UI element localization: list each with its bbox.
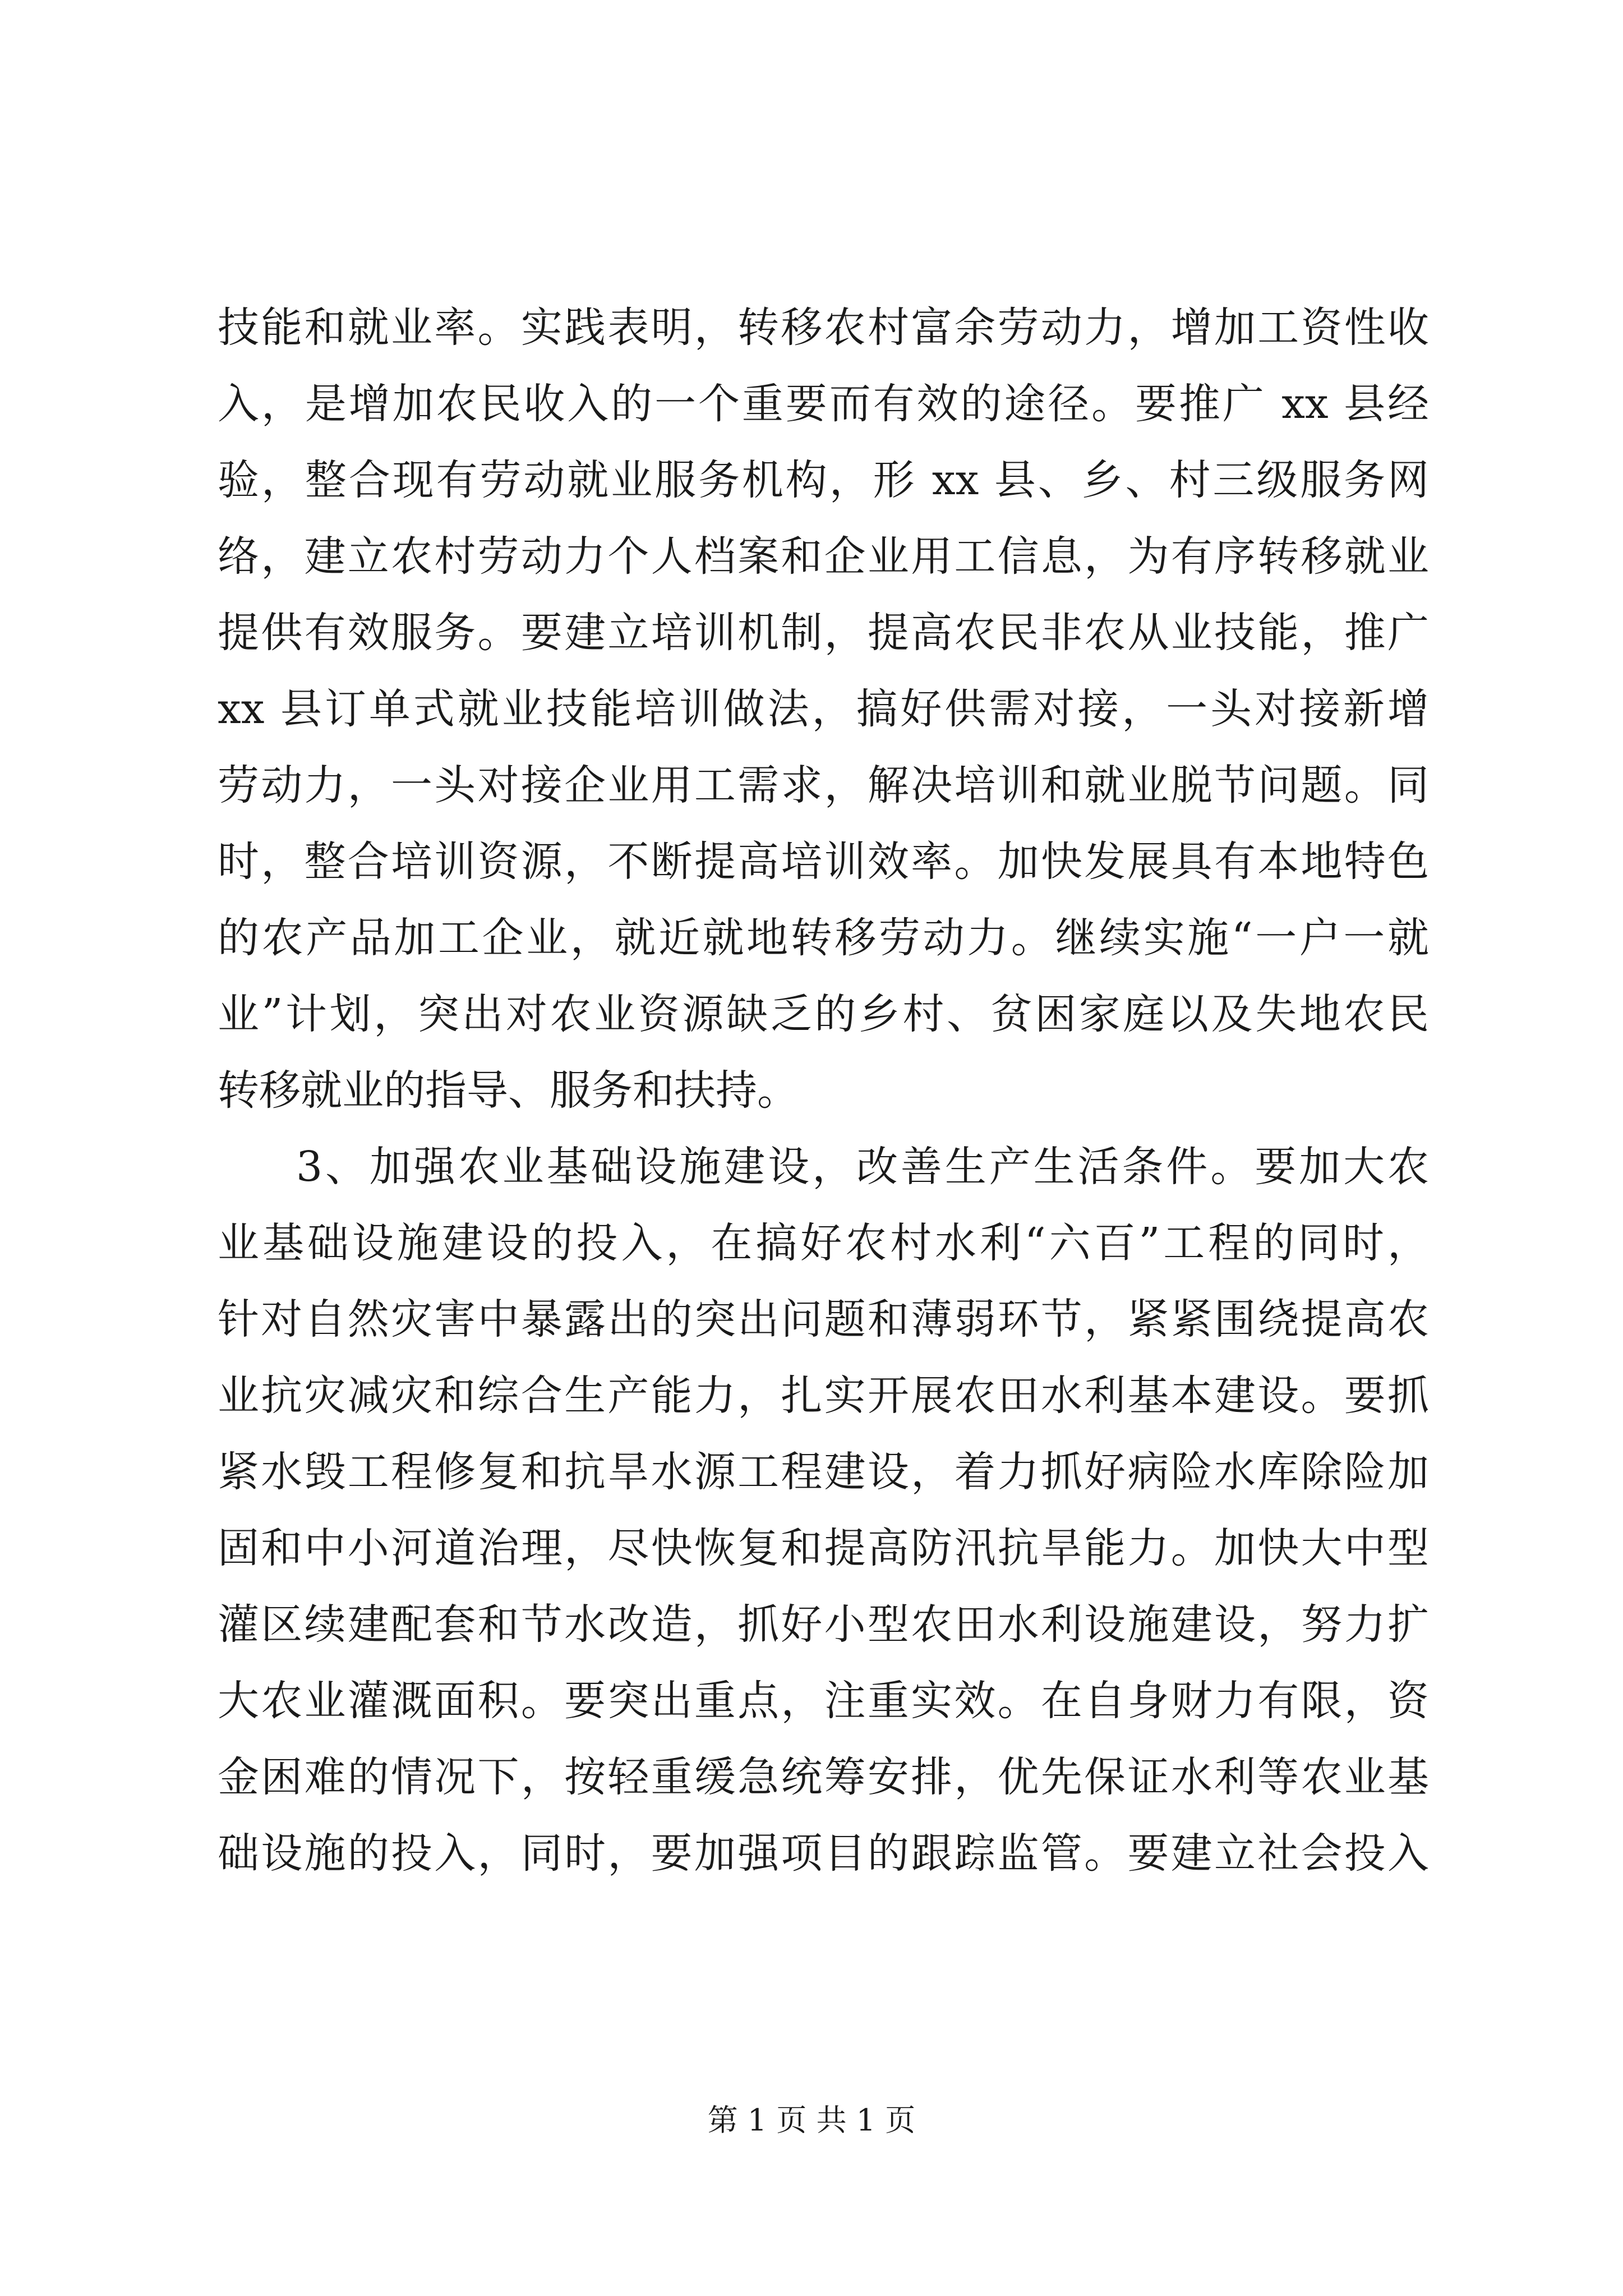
text-line: 大农业灌溉面积。要突出重点，注重实效。在自身财力有限，资 [218,1677,1429,1725]
text-line: 灌区续建配套和节水改造，抓好小型农田水利设施建设，努力扩 [218,1600,1429,1649]
text-line: 础设施的投入，同时，要加强项目的跟踪监管。要建立社会投入 [218,1829,1429,1878]
text-line: 固和中小河道治理，尽快恢复和提高防汛抗旱能力。加快大中型 [218,1524,1429,1572]
text-line: 针对自然灾害中暴露出的突出问题和薄弱环节，紧紧围绕提高农 [218,1295,1429,1343]
body-text [218,289,1429,1892]
text-line: 业基础设施建设的投入，在搞好农村水利“六百”工程的同时， [218,1219,1429,1267]
page-number-label: 第 1 页 共 1 页 [707,2102,916,2138]
text-line: 验，整合现有劳动就业服务机构，形 xx 县、乡、村三级服务网 [218,456,1429,504]
text-line: xx 县订单式就业技能培训做法，搞好供需对接，一头对接新增 [218,685,1429,733]
text-line: 3、加强农业基础设施建设，改善生产生活条件。要加大农 [296,1143,1429,1191]
text-line: 业抗灾减灾和综合生产能力，扎实开展农田水利基本建设。要抓 [218,1372,1429,1420]
text-line: 劳动力，一头对接企业用工需求，解决培训和就业脱节问题。同 [218,761,1429,809]
text-line: 时，整合培训资源，不断提高培训效率。加快发展具有本地特色 [218,838,1429,886]
text-line: 业”计划，突出对农业资源缺乏的乡村、贫困家庭以及失地农民 [218,990,1429,1038]
text-line: 金困难的情况下，按轻重缓急统筹安排，优先保证水利等农业基 [218,1753,1429,1801]
text-line: 紧水毁工程修复和抗旱水源工程建设，着力抓好病险水库除险加 [218,1448,1429,1496]
text-line: 络，建立农村劳动力个人档案和企业用工信息，为有序转移就业 [218,532,1429,581]
text-line: 技能和就业率。实践表明，转移农村富余劳动力，增加工资性收 [218,303,1429,352]
text-line: 入，是增加农民收入的一个重要而有效的途径。要推广 xx 县经 [218,380,1429,428]
page-footer [0,2101,1623,2140]
text-line: 的农产品加工企业，就近就地转移劳动力。继续实施“一户一就 [218,914,1429,962]
text-line: 转移就业的指导、服务和扶持。 [218,1066,799,1115]
text-line: 提供有效服务。要建立培训机制，提高农民非农从业技能，推广 [218,609,1429,657]
